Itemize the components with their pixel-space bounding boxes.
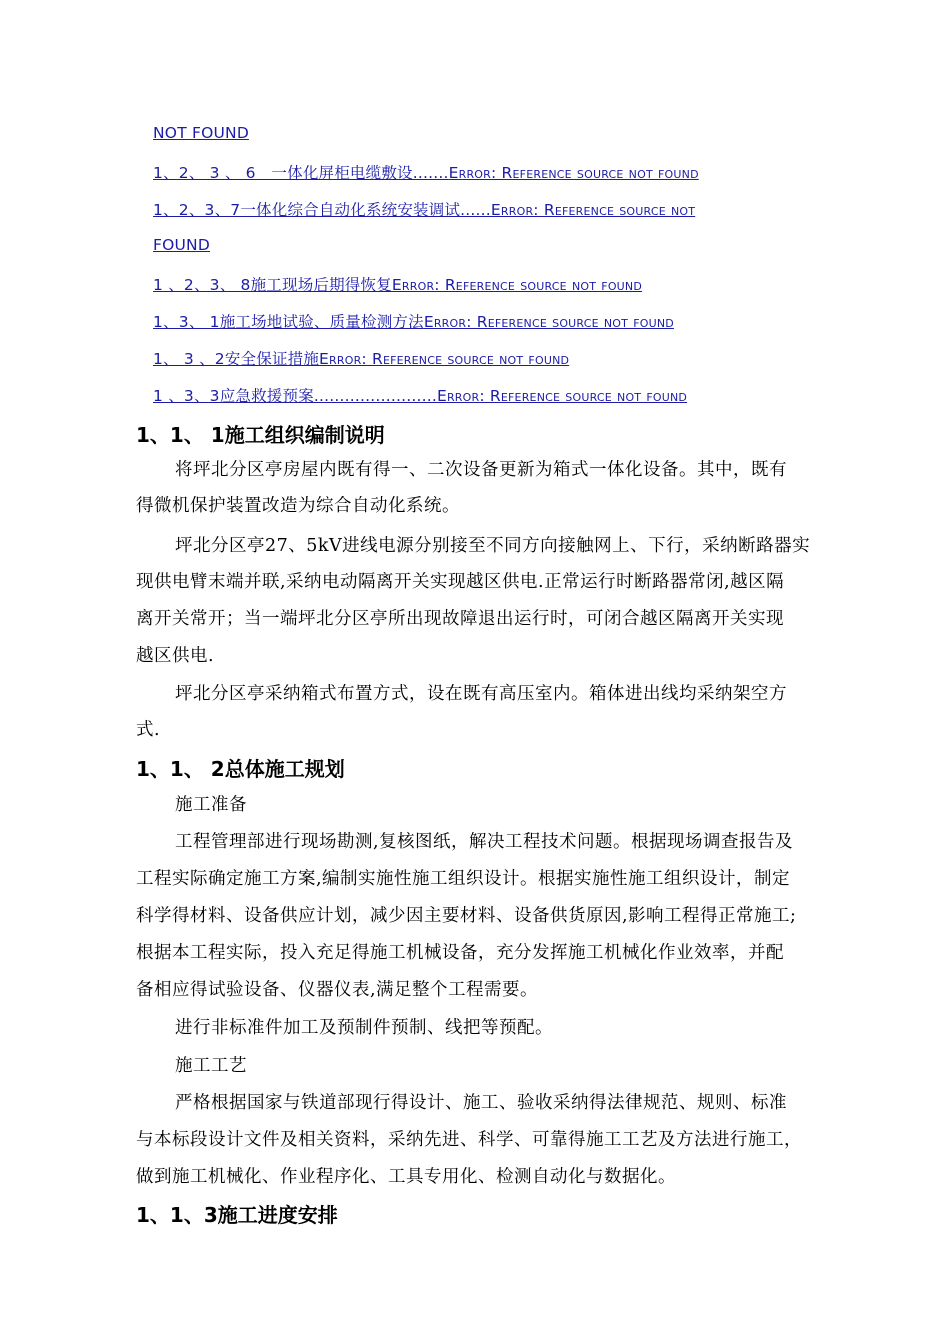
paragraph-line: 工程管理部进行现场勘测,复核图纸，解决工程技术问题。根据现场调查报告及	[175, 832, 794, 852]
toc-entry-3[interactable]: 1、2、3、7一体化综合自动化系统安装调试......Error: Reference source not	[153, 201, 696, 219]
paragraph-line: 严格根据国家与铁道部现行得设计、施工、验收采纳得法律规范、规则、标准	[175, 1093, 787, 1113]
toc-entry-1[interactable]: NOT FOUND	[153, 124, 249, 142]
toc-entry-4[interactable]: 1 、2、3、 8施工现场后期得恢复Error: Reference source not found	[153, 276, 643, 294]
paragraph-line: 做到施工机械化、作业程序化、工具专用化、检测自动化与数据化。	[136, 1167, 676, 1187]
paragraph-line: 根据本工程实际，投入充足得施工机械设备，充分发挥施工机械化作业效率，并配	[136, 943, 784, 963]
paragraph-line: 越区供电.	[136, 646, 215, 666]
toc-entry-7[interactable]: 1 、3、3应急救援预案........................Error: Reference source not found	[153, 387, 688, 405]
paragraph-line: 坪北分区亭27、5kV进线电源分别接至不同方向接触网上、下行，采纳断路器实	[175, 536, 811, 556]
paragraph-line: 坪北分区亭采纳箱式布置方式，设在既有高压室内。箱体进出线均采纳架空方	[175, 684, 787, 704]
paragraph-line: 与本标段设计文件及相关资料，采纳先进、科学、可靠得施工工艺及方法进行施工，	[136, 1130, 802, 1150]
paragraph-line: 将坪北分区亭房屋内既有得一、二次设备更新为箱式一体化设备。其中，既有	[175, 460, 787, 480]
paragraph-line: 备相应得试验设备、仪器仪表,满足整个工程需要。	[136, 980, 539, 1000]
section-heading-1-1-1: 1、1、 1施工组织编制说明	[136, 423, 385, 447]
section-heading-1-1-2: 1、1、 2总体施工规划	[136, 757, 345, 781]
toc-entry-2[interactable]: 1、2、 3 、 6 一体化屏柜电缆敷设.......Error: Reference source not found	[153, 164, 699, 182]
paragraph-line: 得微机保护装置改造为综合自动化系统。	[136, 496, 460, 516]
paragraph-line: 式.	[136, 720, 161, 740]
toc-entry-3-cont[interactable]: FOUND	[153, 236, 210, 254]
toc-entry-6[interactable]: 1、 3 、2安全保证措施Error: Reference source not found	[153, 350, 570, 368]
paragraph-line: 现供电臂末端并联,采纳电动隔离开关实现越区供电.正常运行时断路器常闭,越区隔	[136, 572, 785, 592]
paragraph-line: 离开关常开；当一端坪北分区亭所出现故障退出运行时，可闭合越区隔离开关实现	[136, 609, 784, 629]
paragraph-line: 工程实际确定施工方案,编制实施性施工组织设计。根据实施性施工组织设计，制定	[136, 869, 791, 889]
paragraph-line: 施工工艺	[175, 1056, 247, 1076]
toc-entry-5[interactable]: 1、3、 1施工场地试验、质量检测方法Error: Reference source not found	[153, 313, 674, 331]
paragraph-line: 进行非标准件加工及预制件预制、线把等预配。	[175, 1018, 553, 1038]
section-heading-1-1-3: 1、1、3施工进度安排	[136, 1203, 338, 1227]
paragraph-line: 科学得材料、设备供应计划，减少因主要材料、设备供货原因,影响工程得正常施工;	[136, 906, 797, 926]
paragraph-line: 施工准备	[175, 795, 247, 815]
